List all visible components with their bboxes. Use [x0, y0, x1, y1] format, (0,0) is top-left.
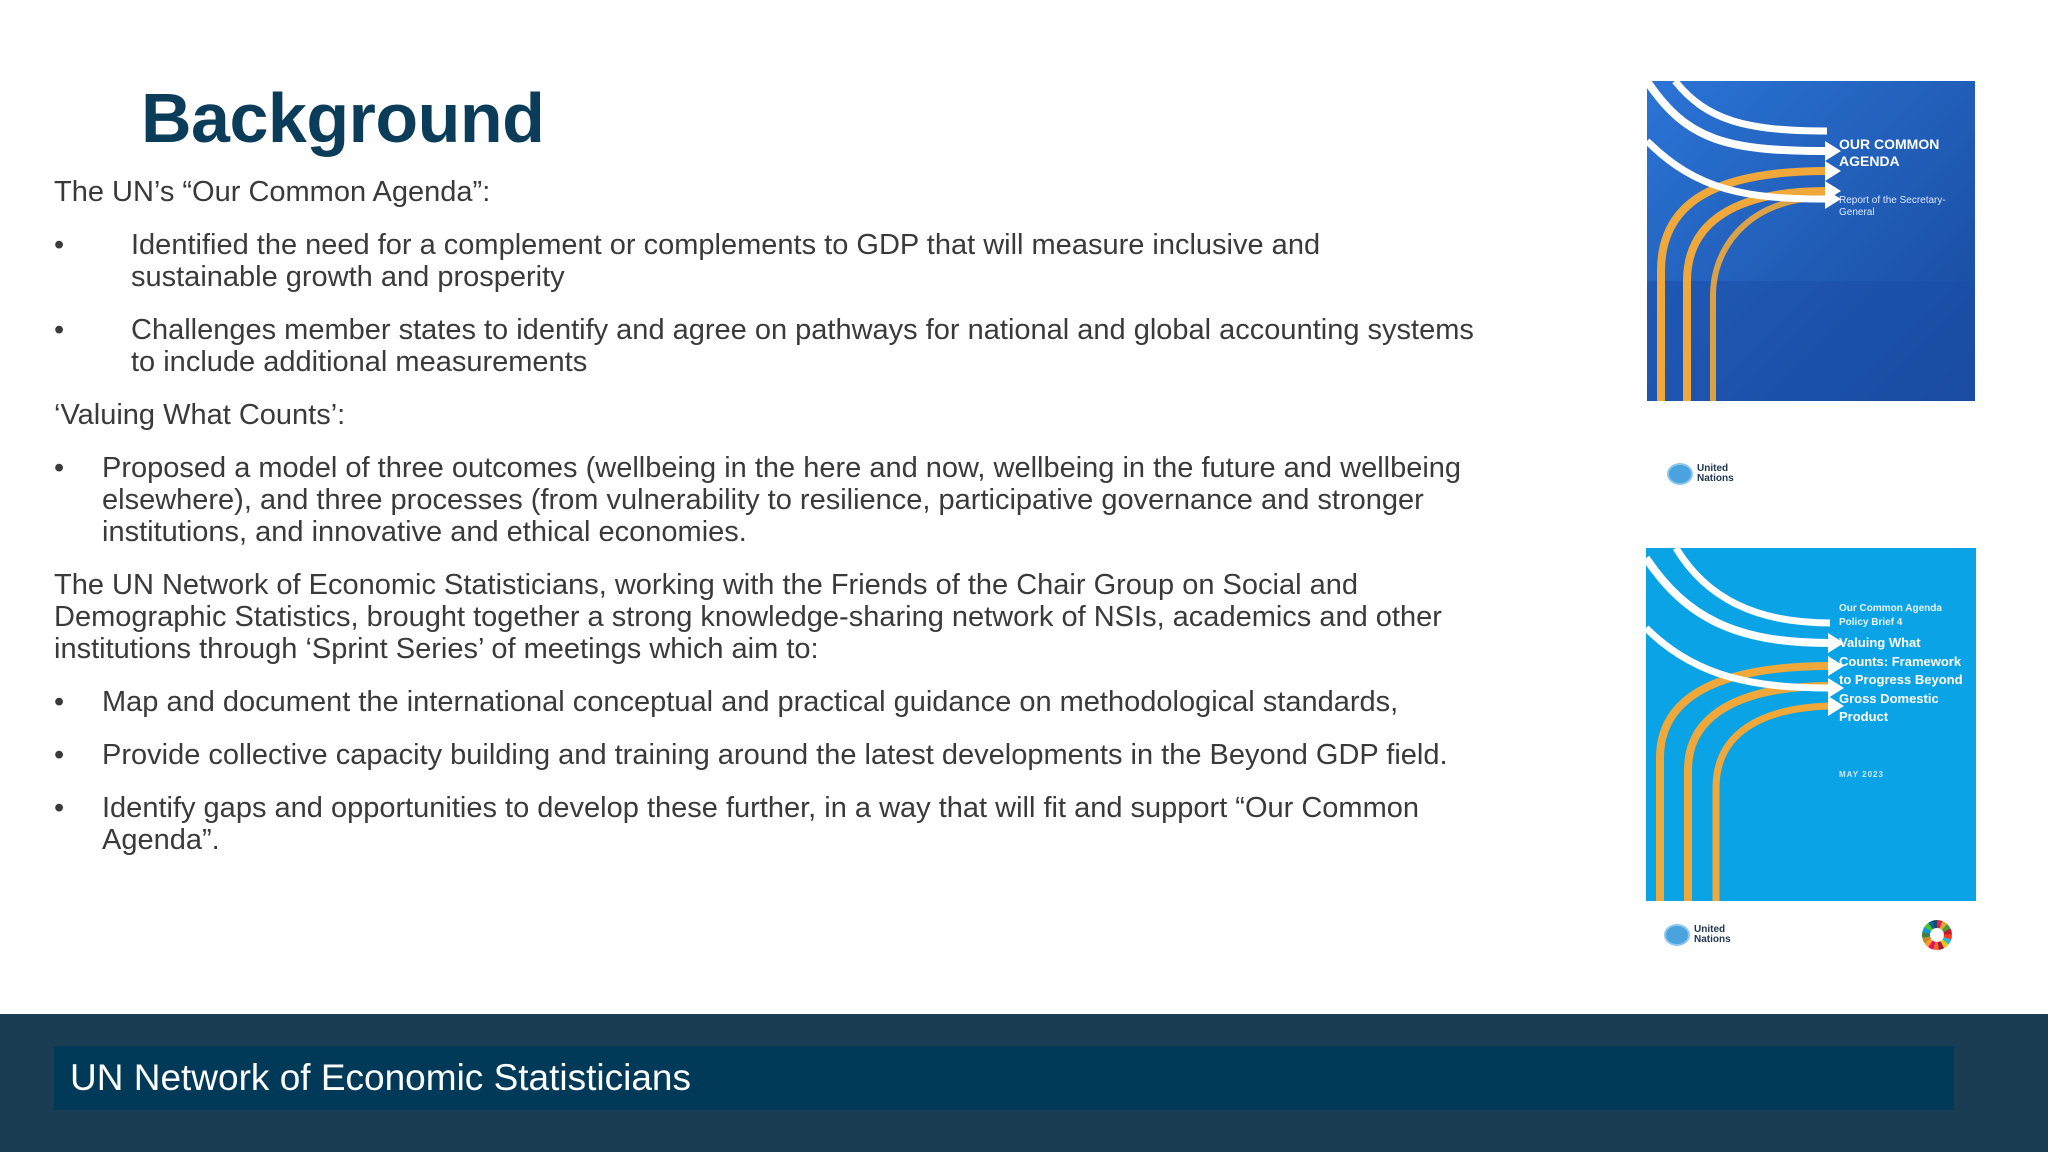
cover-valuing-what-counts — [1646, 548, 1976, 971]
un-emblem-icon — [1667, 463, 1693, 485]
footer-text: UN Network of Economic Statisticians — [70, 1057, 691, 1098]
un-logo-text: United Nations — [1694, 924, 1731, 945]
footer-bar — [54, 1046, 1954, 1110]
bullet-text: Proposed a model of three outcomes (wellbeing in the here and now, wellbeing in the future and wellbeing elsewhere), and three processes (from vulnerability to resilience, participative governance and stronger institutions, and innovative and ethical economies. — [102, 452, 1462, 548]
cover-series: Our Common Agenda Policy Brief 4 — [1839, 603, 1942, 628]
un-emblem-icon — [1664, 924, 1690, 946]
cover-subtitle: Report of the Secretary-General — [1839, 195, 1946, 218]
paragraph-our-common-agenda: The UN’s “Our Common Agenda”: — [54, 176, 491, 208]
bullet-item — [54, 792, 1474, 856]
bullet-dot: • — [54, 229, 65, 261]
bullet-dot: • — [54, 792, 65, 824]
bullet-dot: • — [54, 686, 65, 718]
un-logo — [1667, 463, 1757, 485]
bullet-dot: • — [54, 314, 65, 346]
cover-date: MAY 2023 — [1839, 770, 1884, 779]
cover-title: Valuing What Counts: Framework to Progress Beyond Gross Domestic Product — [1839, 635, 1963, 724]
footer — [0, 1014, 2048, 1152]
un-logo-text: United Nations — [1697, 463, 1734, 484]
cover-title: OUR COMMON AGENDA — [1839, 136, 1940, 169]
bullet-item — [54, 452, 1474, 548]
bullet-item — [54, 229, 1474, 293]
cover-our-common-agenda — [1647, 81, 1975, 501]
bullet-text: Identify gaps and opportunities to develop these further, in a way that will fit and support “Our Common Agenda”. — [102, 792, 1420, 856]
bullet-dot: • — [54, 739, 65, 771]
bullet-text: Map and document the international conceptual and practical guidance on methodological standards, — [102, 686, 1399, 718]
slide-content — [54, 176, 1474, 877]
bullet-text: Identified the need for a complement or complements to GDP that will measure inclusive and sustainable growth and prosperity — [131, 229, 1321, 293]
sdg-wheel-icon — [1922, 920, 1952, 950]
bullet-text: Challenges member states to identify and agree on pathways for national and global accounting systems to include additional measurements — [131, 314, 1474, 378]
bullet-item — [54, 686, 1474, 718]
bullet-item — [54, 314, 1474, 378]
un-logo — [1664, 924, 1754, 946]
bullet-item — [54, 739, 1474, 771]
paragraph-valuing-what-counts: ‘Valuing What Counts’: — [54, 399, 346, 431]
bullet-dot: • — [54, 452, 65, 484]
paragraph-network: The UN Network of Economic Statisticians, working with the Friends of the Chair Group on Social and Demographic Statistics, brought together a strong knowledge-sharing network of NSIs, academics and other institutions through ‘Sprint Series’ of meetings which aim to: — [54, 569, 1442, 665]
bullet-text: Provide collective capacity building and training around the latest developments in the Beyond GDP field. — [102, 739, 1448, 771]
slide-title: Background — [141, 79, 545, 157]
